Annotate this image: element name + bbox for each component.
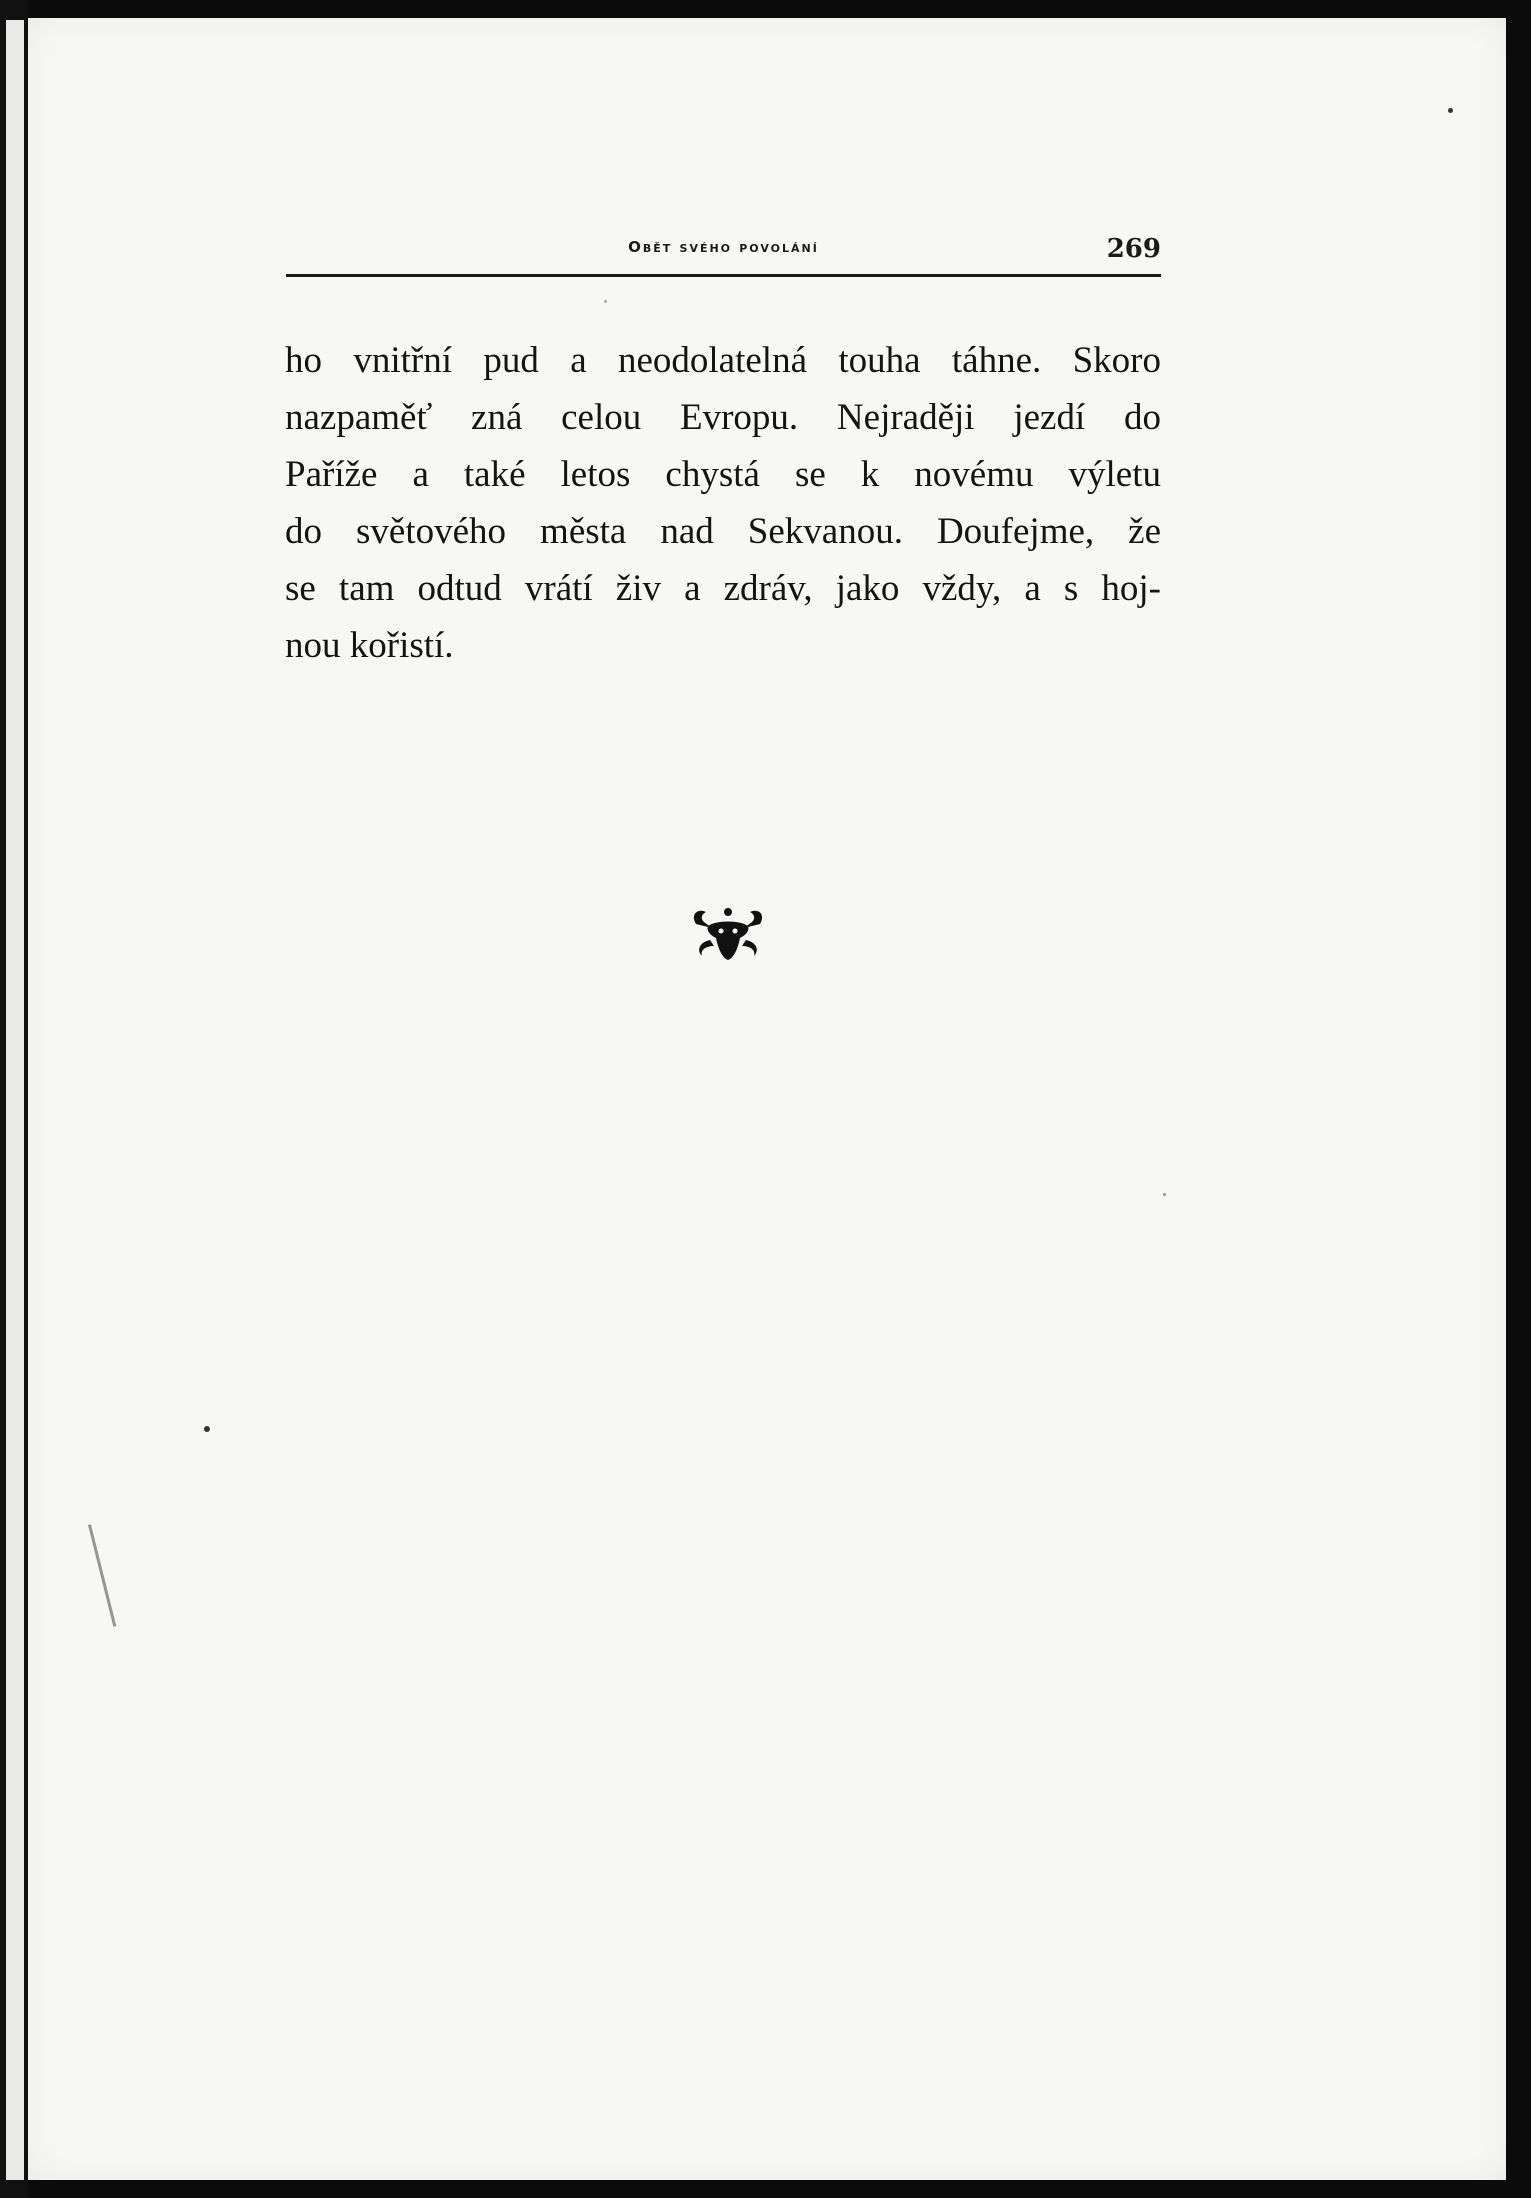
running-head <box>286 226 1161 277</box>
text-line: nazpaměť zná celou Evropu. Nejraději jezdí do <box>285 397 1161 438</box>
body-text <box>285 332 1161 674</box>
text-line: ho vnitřní pud a neodolatelná touha táhne. Skoro <box>285 340 1161 381</box>
running-title: Obět svého povolání <box>628 238 819 256</box>
end-of-chapter-ornament-icon <box>688 906 768 966</box>
scan-speck <box>604 300 607 303</box>
text-line: se tam odtud vrátí živ a zdráv, jako vždy, a s hoj- <box>285 568 1161 609</box>
page-edge <box>0 0 28 2198</box>
text-line: nou kořistí. <box>285 625 454 666</box>
text-line: do světového města nad Sekvanou. Doufejme, že <box>285 511 1161 552</box>
page-number: 269 <box>1106 234 1161 264</box>
scan-speck <box>1448 108 1453 113</box>
text-line: Paříže a také letos chystá se k novému výletu <box>285 454 1161 495</box>
scan-speck <box>204 1426 210 1432</box>
scan-speck <box>1163 1193 1166 1196</box>
